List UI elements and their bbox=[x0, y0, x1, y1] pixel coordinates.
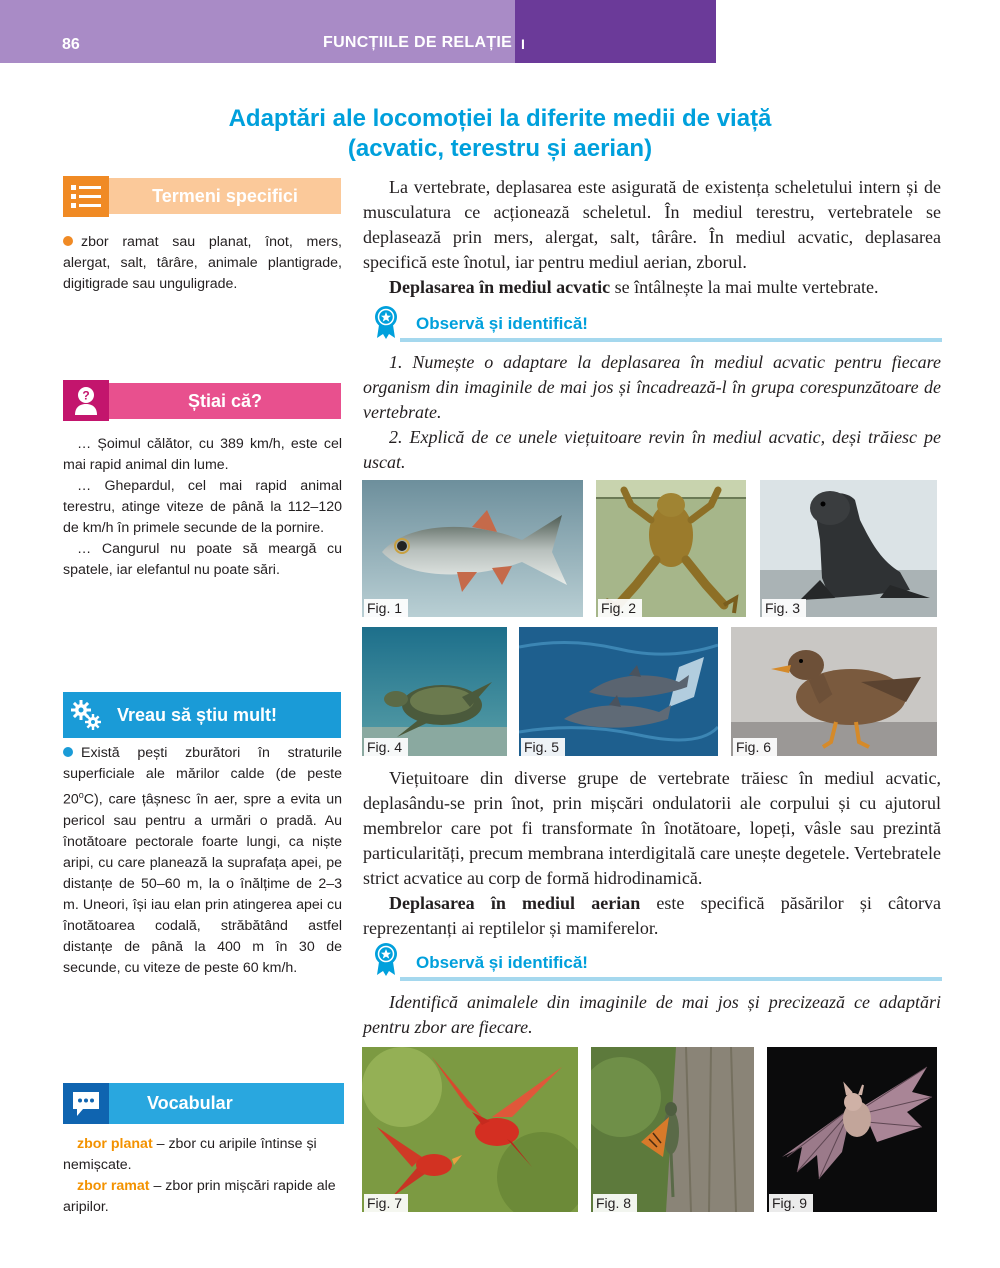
figure-turtle bbox=[362, 627, 507, 756]
fact-item: … Ghepardul, cel mai rapid animal terestru, atinge viteze de până la 112–120 de km/h în primele secunde de la pornire. bbox=[63, 478, 342, 536]
question: Identifică animalele din imaginile de mai jos și precizează ce adaptări pentru zbor are fiecare. bbox=[363, 992, 941, 1037]
question-1: 1. Numește o adaptare la deplasarea în mediul acvatic pentru fiecare organism din imaginile de mai jos și încadrează-l în grupa corespunzătoare de vertebrate. bbox=[363, 352, 941, 422]
vocabulary-entry: zbor planat – zbor cu aripile întinse și nemișcate. bbox=[63, 1136, 317, 1173]
figure-label: Fig. 7 bbox=[364, 1194, 408, 1212]
observe-questions bbox=[363, 350, 941, 475]
figure-cardinals bbox=[362, 1047, 578, 1212]
figure-fish bbox=[362, 480, 583, 617]
observe-question bbox=[363, 990, 941, 1040]
svg-text:?: ? bbox=[82, 388, 90, 402]
figure-label: Fig. 5 bbox=[521, 738, 565, 756]
speech-bubble-icon bbox=[63, 1083, 109, 1124]
header-band-right bbox=[515, 0, 716, 63]
chapter-title: FUNCȚIILE DE RELAȚIE bbox=[323, 34, 513, 51]
figure-label: Fig. 8 bbox=[593, 1194, 637, 1212]
aquatic-description-paragraph: Viețuitoare din diverse grupe de vertebrate trăiesc în mediul acvatic, deplasându-se prin înot, prin mișcări ondulatorii ale corpului și cu ajutorul membrelor care pot fi transformate în înotătoare, lopeți, vâsle sau prezintă particularități, precum membrana interdigitală care unește degetele. Vertebratele strict acvatice au corp de formă hidrodinamică. bbox=[363, 768, 941, 888]
vocabulary-heading: Vocabular bbox=[109, 1083, 344, 1124]
question-2: 2. Explică de ce unele viețuitoare revin în mediul acvatic, deși trăiesc pe uscat. bbox=[363, 427, 941, 472]
terms-text: zbor ramat sau planat, înot, mers, alergat, salt, târâre, animale plantigrade, digitigrade sau unguligrade. bbox=[63, 234, 342, 292]
figure-duck bbox=[731, 627, 937, 756]
learn-more-text: Există pești zburători în straturile superficiale ale mărilor calde (de peste 20$^o$C), care țâșnesc în aer, spre a evita un pericol sau pentru a urmări o pradă. Au înotătoare pectorale foarte lungi, ca niște aripi, cu care planează la suprafața apei, pe distanțe de 50–60 m, la o înălțime de 2–3 m. Uneori, își iau elan prin atingerea apei cu înotătoarea codală, străbătând astfel distanțe de până la 400 m în 30 de secunde, cu viteze de peste 60 km/h. bbox=[63, 745, 342, 976]
list-icon bbox=[63, 176, 109, 217]
aquatic-description bbox=[363, 766, 941, 941]
observe-divider bbox=[400, 977, 942, 981]
chapter-number: I bbox=[521, 36, 525, 52]
figure-frog bbox=[596, 480, 746, 617]
fact-item: … Șoimul călător, cu 389 km/h, este cel mai rapid animal din lume. bbox=[63, 436, 342, 473]
vocabulary-entry: zbor ramat – zbor prin mișcări rapide ale aripilor. bbox=[63, 1178, 336, 1215]
did-you-know-text bbox=[63, 434, 342, 581]
intro-paragraph: La vertebrate, deplasarea este asigurată de existența scheletului intern și de musculatura ce acționează scheletul. În mediul terestru, vertebratele se deplasează prin mers, alergat, salt, târâre. În mediul acvatic, deplasarea specifică este înotul, iar pentru mediul aerian, zborul. bbox=[363, 177, 941, 272]
figure-label: Fig. 2 bbox=[598, 599, 642, 617]
observe-divider bbox=[400, 338, 942, 342]
figure-dolphins bbox=[519, 627, 718, 756]
figure-label: Fig. 1 bbox=[364, 599, 408, 617]
figure-sea-lion bbox=[760, 480, 937, 617]
did-you-know-heading: Știai că? bbox=[109, 383, 341, 419]
figure-label: Fig. 4 bbox=[364, 738, 408, 756]
bullet-icon bbox=[63, 236, 73, 246]
ribbon-star-icon bbox=[373, 942, 399, 981]
aquatic-paragraph: Deplasarea în mediul acvatic se întâlnește la mai multe vertebrate. bbox=[389, 277, 879, 297]
page-number: 86 bbox=[62, 36, 80, 53]
figure-flying-lizard bbox=[591, 1047, 754, 1212]
fact-item: … Cangurul nu poate să meargă cu spatele, iar elefantul nu poate sări. bbox=[63, 541, 342, 578]
intro-text bbox=[363, 175, 941, 300]
figure-label: Fig. 3 bbox=[762, 599, 806, 617]
page-title-line-2: (acvatic, terestru și aerian) bbox=[347, 135, 653, 162]
figure-label: Fig. 6 bbox=[733, 738, 777, 756]
question-person-icon bbox=[63, 380, 109, 421]
figure-label: Fig. 9 bbox=[769, 1194, 813, 1212]
observe-heading: Observă și identifică! bbox=[416, 953, 588, 972]
vocabulary-text bbox=[63, 1134, 344, 1218]
bullet-icon bbox=[63, 747, 73, 757]
aerial-paragraph: Deplasarea în mediul aerian este specifică păsărilor și câtorva reprezentanți ai reptilelor și mamiferelor. bbox=[363, 893, 942, 938]
figure-bat bbox=[767, 1047, 937, 1212]
terms-heading: Termeni specifici bbox=[109, 178, 341, 214]
gears-icon bbox=[63, 692, 109, 738]
page-title-line-1: Adaptări ale locomoției la diferite medii de viață bbox=[228, 105, 772, 132]
learn-more-heading: Vreau să știu mult! bbox=[109, 692, 341, 738]
observe-heading: Observă și identifică! bbox=[416, 314, 588, 333]
page-title bbox=[150, 104, 850, 164]
ribbon-star-icon bbox=[373, 305, 399, 344]
